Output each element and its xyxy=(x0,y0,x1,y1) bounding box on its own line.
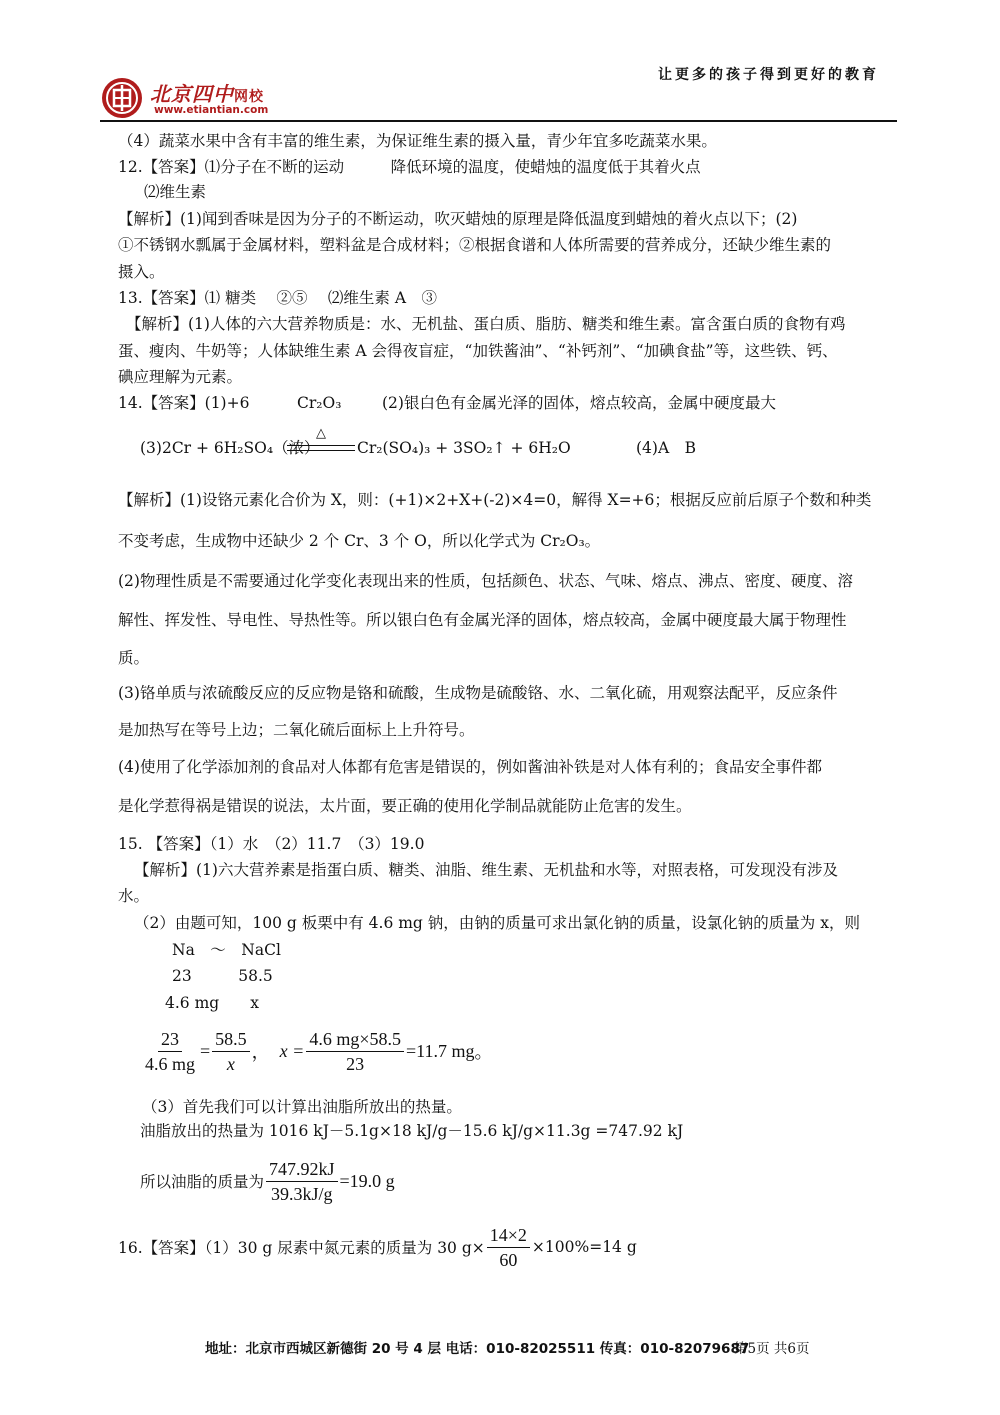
answer-14-part1: 14.【答案】(1)+6 xyxy=(118,394,250,412)
fraction: $\frac{58.5}{x}$ xyxy=(212,1028,250,1075)
text-line: ①不锈钢水瓢属于金属材料，塑料盆是合成材料；②根据食谱和人体所需要的营养成分，还缺少维生素的 xyxy=(118,236,832,254)
answer-14-part2: (2)银白色有金属光泽的固体，熔点较高，金属中硬度最大 xyxy=(382,394,776,412)
text-line: (2)物理性质是不需要通过化学变化表现出来的性质，包括颜色、状态、气味、熔点、沸点、密度、硬度、溶 xyxy=(118,572,853,590)
text-line: 蛋、瘦肉、牛奶等；人体缺维生素 A 会得夜盲症，“加铁酱油”、“补钙剂”、“加碘食盐”等，这些铁、钙、 xyxy=(118,342,838,360)
answer-12: 12.【答案】⑴分子在不断的运动 降低环境的温度，使蜡烛的温度低于其着火点 xyxy=(118,158,701,176)
logo-name: 北京四中网校 xyxy=(150,82,264,106)
logo-url: www.etiantian.com xyxy=(154,104,269,116)
text-line: （3）首先我们可以计算出油脂所放出的热量。 xyxy=(142,1098,462,1116)
text-line: 是化学惹得祸是错误的说法，太片面，要正确的使用化学制品就能防止危害的发生。 xyxy=(118,797,692,815)
school-logo-icon xyxy=(100,76,144,120)
fraction: $\frac{23}{4.6 mg}$ xyxy=(145,1028,196,1074)
text-line: 摄入。 xyxy=(118,263,165,281)
oil-mass-equation: 所以油脂的质量为 $\frac{747.92kJ}{39.3kJ/g}$ =19.0 g xyxy=(140,1158,395,1204)
fraction: $\frac{747.92kJ}{39.3kJ/g}$ xyxy=(266,1158,338,1205)
text-line: 碘应理解为元素。 xyxy=(118,368,243,386)
text-line: 解性、挥发性、导电性、导热性等。所以银白色有金属光泽的固体，熔点较高，金属中硬度最大属于物理性 xyxy=(118,611,847,629)
ratio-table-row: Na ～ NaCl xyxy=(172,941,281,959)
ratio-table-row: 23 58.5 xyxy=(172,967,273,985)
answer-13: 13.【答案】⑴ 糖类 ②⑤ ⑵维生素 A ③ xyxy=(118,289,438,307)
text-line: 质。 xyxy=(118,649,150,667)
analysis-12: 【解析】(1)闻到香味是因为分子的不断运动，吹灭蜡烛的原理是降低温度到蜡烛的着火点以下；(2) xyxy=(118,210,798,228)
reaction-condition-sign: △ xyxy=(287,427,355,455)
analysis-15: 【解析】(1)六大营养素是指蛋白质、糖类、油脂、维生素、无机盐和水等，对照表格，可发现没有涉及 xyxy=(134,861,838,879)
answer-15: 15. 【答案】（1）水 （2）11.7 （3）19.0 xyxy=(118,835,425,853)
footer-contact: 地址：北京市西城区新德街 20 号 4 层 电话：010-82025511 传真：010-82079687 xyxy=(205,1341,750,1357)
fraction: $\frac{4.6 mg\times 58.5}{23}$ xyxy=(306,1028,404,1075)
answer-14-part4: (4)A B xyxy=(636,439,697,457)
answer-16: 16.【答案】（1）30 g 尿素中氮元素的质量为 30 g× $\frac{14\times 2}{60}$ ×100%=14 g xyxy=(118,1224,637,1270)
fraction: $\frac{14\times 2}{60}$ xyxy=(487,1224,530,1271)
header-divider xyxy=(100,120,897,122)
text-line: (4)使用了化学添加剂的食品对人体都有危害是错误的，例如酱油补铁是对人体有利的；食品安全事件都 xyxy=(118,758,822,776)
answer-14-formula: Cr₂O₃ xyxy=(297,394,342,412)
text-line: 水。 xyxy=(118,887,150,905)
heat-calculation: 油脂放出的热量为 1016 kJ－5.1g×18 kJ/g－15.6 kJ/g×11.3g =747.92 kJ xyxy=(140,1122,684,1140)
page-number: 第5页 共6页 xyxy=(734,1341,810,1357)
equation-reactants: (3)2Cr + 6H₂SO₄（浓） xyxy=(140,439,320,457)
text-line: 是加热写在等号上边；二氧化硫后面标上上升符号。 xyxy=(118,721,475,739)
text-line: 不变考虑，生成物中还缺少 2 个 Cr、3 个 O，所以化学式为 Cr₂O₃。 xyxy=(118,532,601,550)
text-line: （4）蔬菜水果中含有丰富的维生素，为保证维生素的摄入量，青少年宜多吃蔬菜水果。 xyxy=(118,132,717,150)
sodium-chloride-equation: $\frac{23}{4.6 mg}$ = $\frac{58.5}{x}$ ， x = $\frac{4.6 mg\times 58.5}{23}$ =11.7 mg 。 xyxy=(140,1023,492,1079)
analysis-14: 【解析】(1)设铬元素化合价为 X，则：(+1)×2+X+(-2)×4=0，解得 X=+6；根据反应前后原子个数和种类 xyxy=(118,491,872,509)
text-line: ⑵维生素 xyxy=(144,183,207,201)
analysis-13: 【解析】(1)人体的六大营养物质是：水、无机盐、蛋白质、脂肪、糖类和维生素。富含蛋白质的食物有鸡 xyxy=(126,315,846,333)
text-line: （2）由题可知，100 g 板栗中有 4.6 mg 钠，由钠的质量可求出氯化钠的质量，设氯化钠的质量为 x，则 xyxy=(134,914,860,932)
ratio-table-row: 4.6 mg x xyxy=(165,994,259,1012)
header-slogan: 让更多的孩子得到更好的教育 xyxy=(658,67,879,83)
equation-products: Cr₂(SO₄)₃ + 3SO₂↑ + 6H₂O xyxy=(357,439,571,457)
text-line: (3)铬单质与浓硫酸反应的反应物是铬和硫酸，生成物是硫酸铬、水、二氧化硫，用观察法配平，反应条件 xyxy=(118,684,838,702)
